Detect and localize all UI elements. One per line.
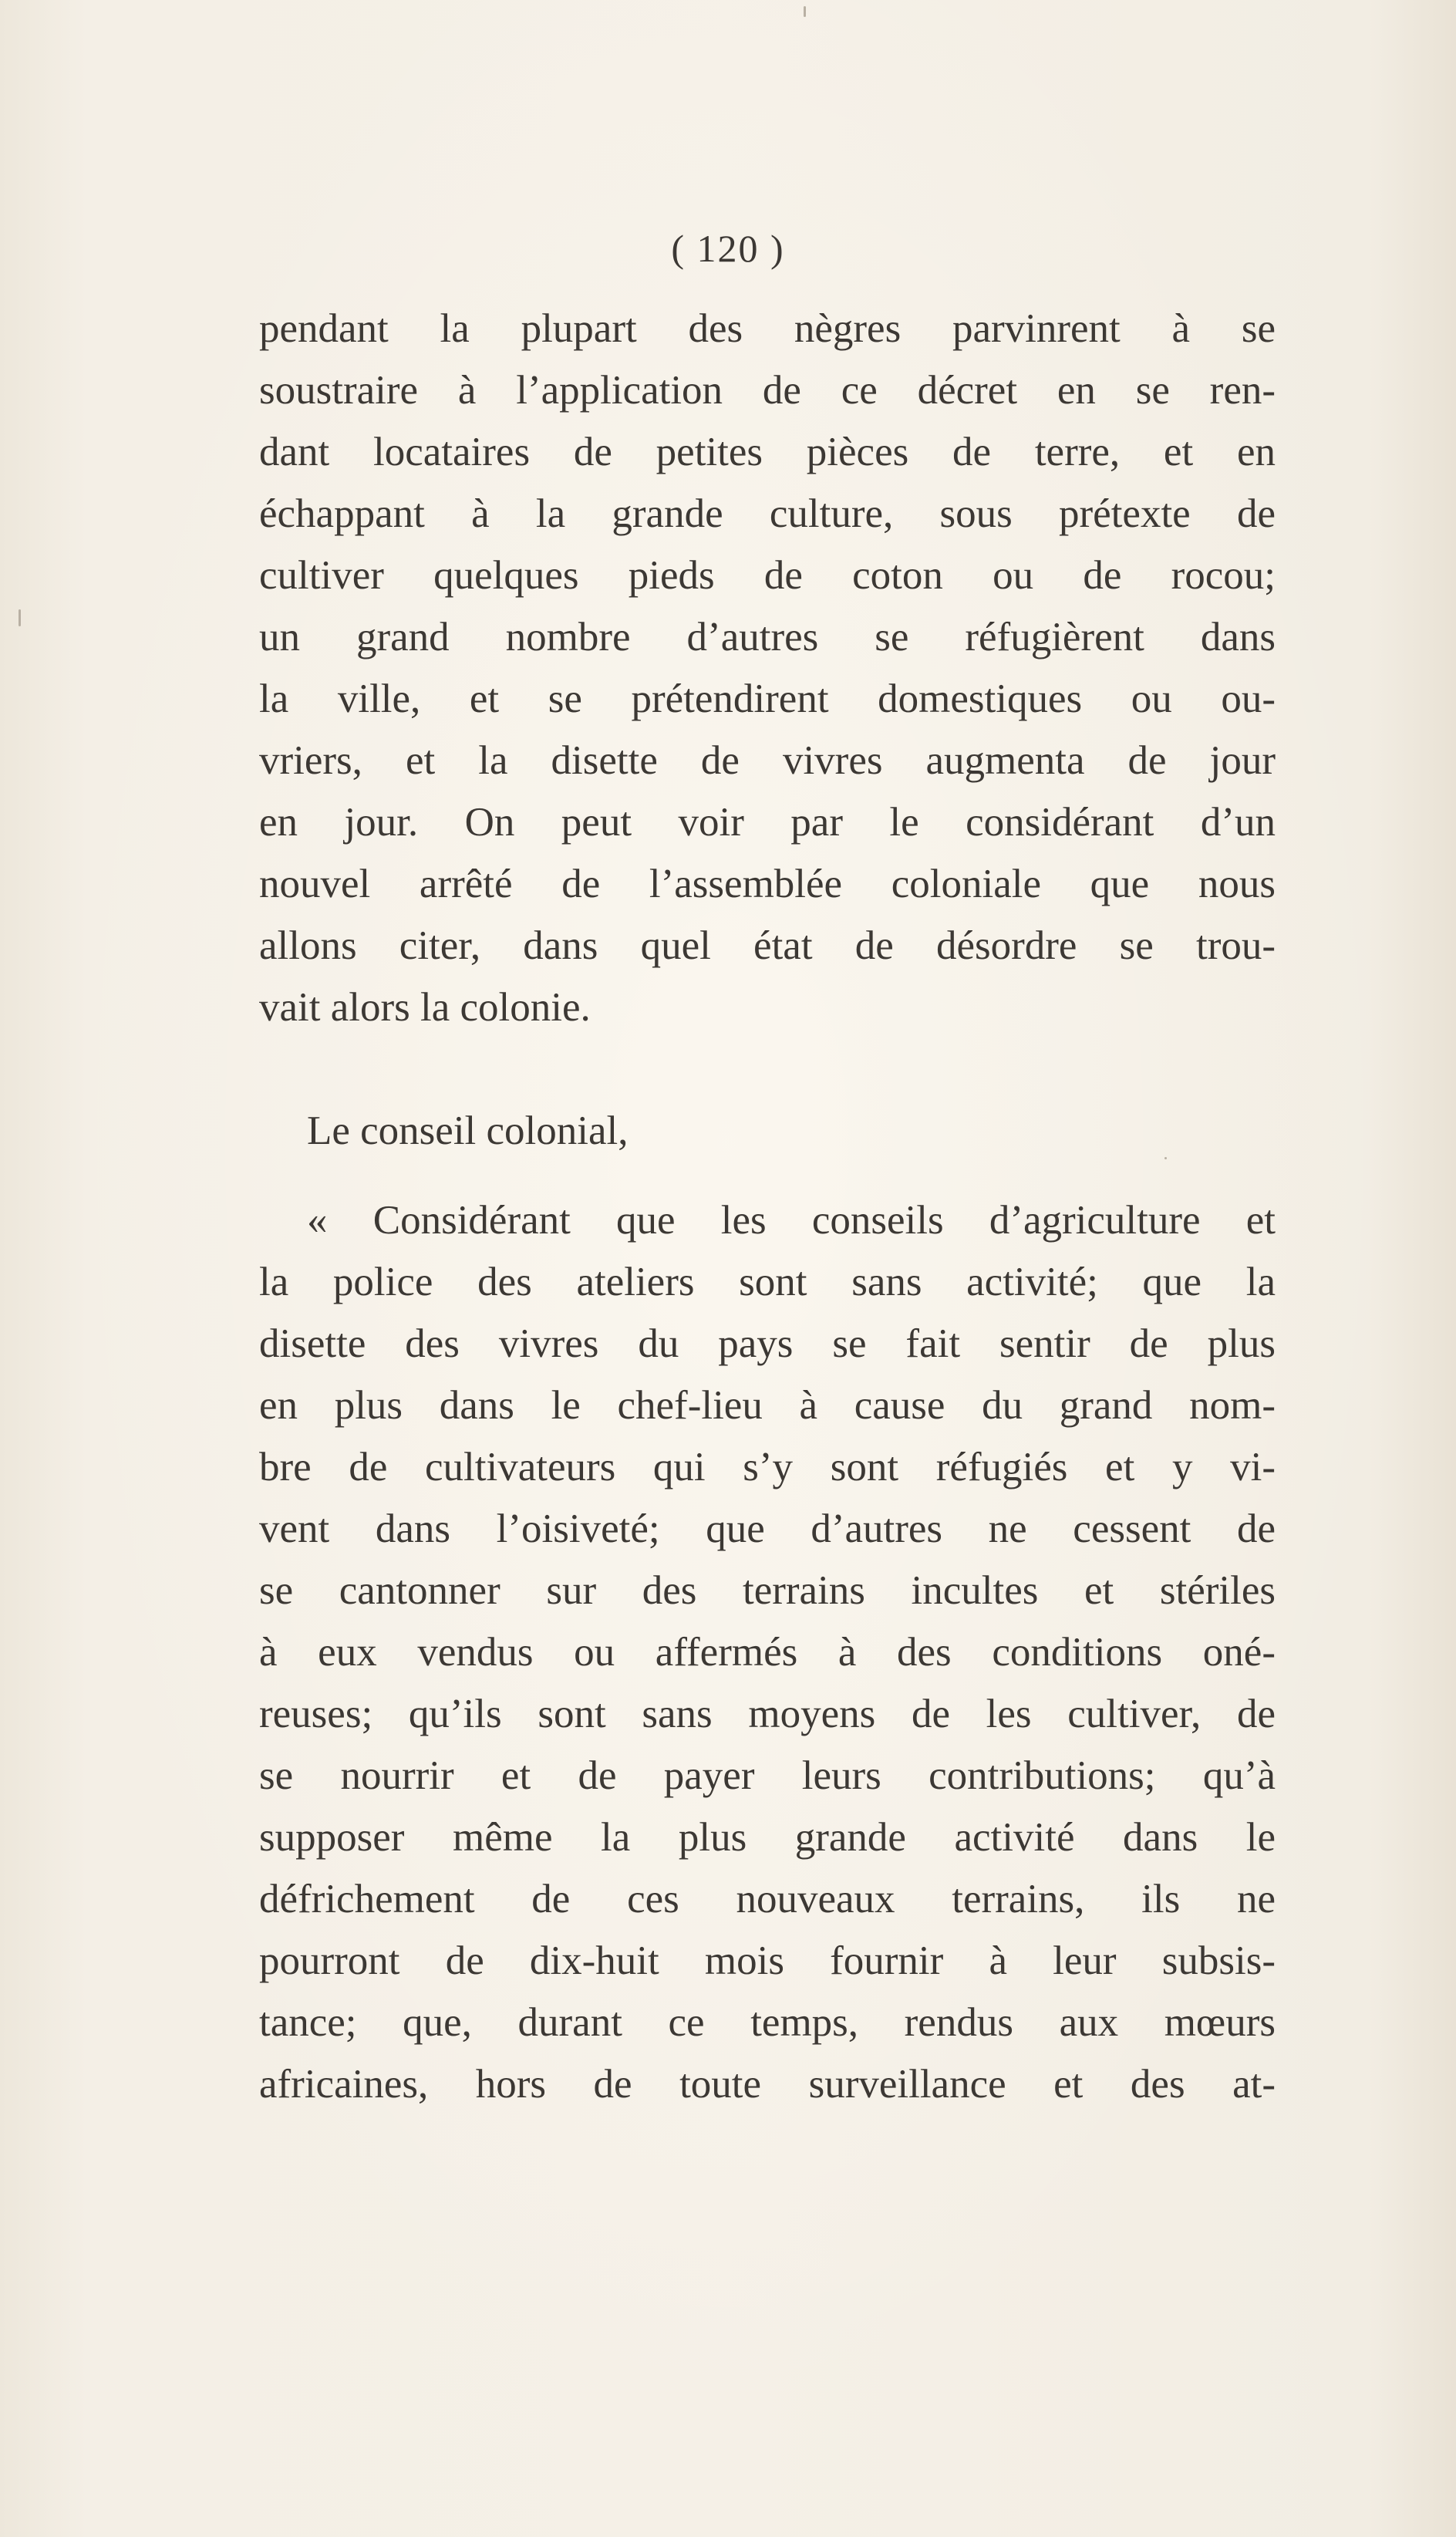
section-heading: Le conseil colonial, (307, 1108, 629, 1153)
text-line: à eux vendus ou affermés à des conditions oné- (259, 1630, 1276, 1675)
page-number: ( 120 ) (671, 227, 785, 270)
text-line: en plus dans le chef-lieu à cause du grand nom- (259, 1383, 1276, 1428)
paragraph-2 (259, 1189, 1276, 2115)
paper-speck (19, 609, 21, 626)
text-line: pendant la plupart des nègres parvinrent à se (259, 306, 1276, 351)
text-line: vriers, et la disette de vivres augmenta de jour (259, 738, 1276, 783)
paragraph-1 (259, 298, 1276, 1038)
paper-speck (1164, 1157, 1167, 1159)
text-line: allons citer, dans quel état de désordre se trou- (259, 923, 1276, 968)
paper-speck (804, 6, 806, 17)
text-line: cultiver quelques pieds de coton ou de rocou; (259, 553, 1276, 598)
text-line: dant locataires de petites pièces de terre, et en (259, 430, 1276, 474)
text-line: échappant à la grande culture, sous prétexte de (259, 491, 1276, 536)
text-line: soustraire à l’application de ce décret en se ren- (259, 368, 1276, 413)
text-line: la ville, et se prétendirent domestiques ou ou- (259, 676, 1276, 721)
text-line: pourront de dix-huit mois fournir à leur subsis- (259, 1938, 1276, 1983)
text-line: reuses; qu’ils sont sans moyens de les cultiver, de (259, 1692, 1276, 1736)
text-line: défrichement de ces nouveaux terrains, ils ne (259, 1877, 1276, 1921)
text-line: bre de cultivateurs qui s’y sont réfugiés et y vi- (259, 1445, 1276, 1489)
text-line: disette des vivres du pays se fait sentir de plus (259, 1321, 1276, 1366)
text-line: « Considérant que les conseils d’agriculture et (307, 1198, 1276, 1243)
text-line: supposer même la plus grande activité dans le (259, 1815, 1276, 1860)
text-line: se cantonner sur des terrains incultes et stériles (259, 1568, 1276, 1613)
text-line: en jour. On peut voir par le considérant d’un (259, 800, 1276, 845)
text-line: la police des ateliers sont sans activité; que la (259, 1260, 1276, 1304)
text-line: un grand nombre d’autres se réfugièrent dans (259, 615, 1276, 660)
text-line: tance; que, durant ce temps, rendus aux mœurs (259, 2000, 1276, 2045)
text-line: vent dans l’oisiveté; que d’autres ne cessent de (259, 1506, 1276, 1551)
text-line: vait alors la colonie. (259, 985, 591, 1030)
text-line: se nourrir et de payer leurs contributions; qu’à (259, 1753, 1276, 1798)
text-line: africaines, hors de toute surveillance et des at- (259, 2062, 1276, 2107)
text-line: nouvel arrêté de l’assemblée coloniale que nous (259, 862, 1276, 906)
